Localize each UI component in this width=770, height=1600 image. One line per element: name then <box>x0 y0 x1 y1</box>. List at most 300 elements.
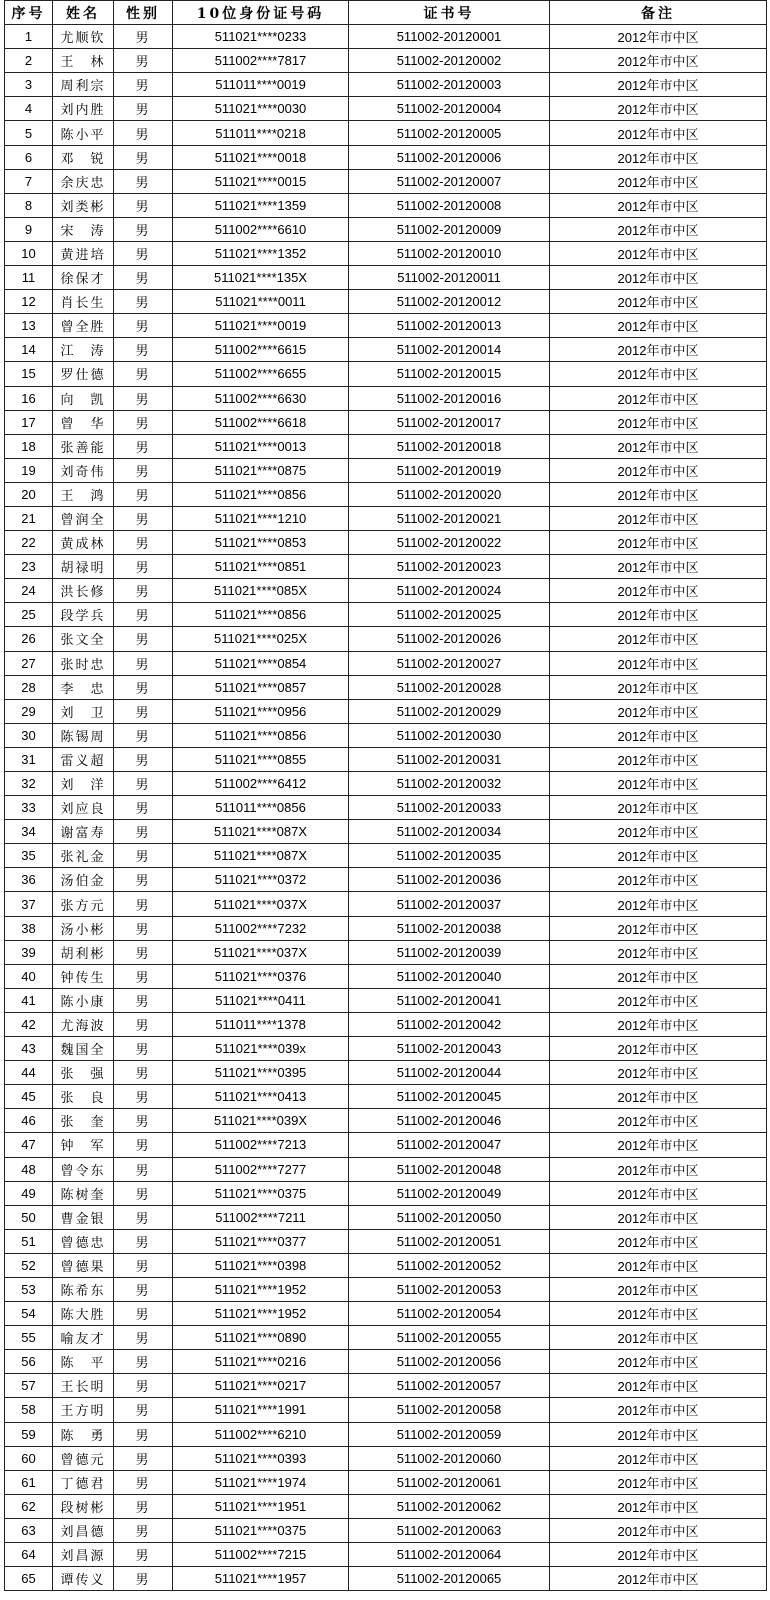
cell-no: 46 <box>5 1109 53 1133</box>
cell-name: 陈小康 <box>53 988 114 1012</box>
table-row <box>5 386 767 410</box>
cell-certificate-number: 511002-20120002 <box>349 49 550 73</box>
header-no: 序号 <box>5 1 53 25</box>
cell-note: 2012年市中区 <box>550 193 767 217</box>
cell-certificate-number: 511002-20120030 <box>349 723 550 747</box>
cell-sex: 男 <box>114 1494 173 1518</box>
cell-id-number: 511021****0216 <box>173 1350 349 1374</box>
cell-name: 张方元 <box>53 892 114 916</box>
cell-id-number: 511002****6610 <box>173 217 349 241</box>
cell-id-number: 511021****1991 <box>173 1398 349 1422</box>
cell-id-number: 511021****0855 <box>173 747 349 771</box>
cell-no: 2 <box>5 49 53 73</box>
cell-sex: 男 <box>114 1205 173 1229</box>
cell-sex: 男 <box>114 1061 173 1085</box>
cell-no: 7 <box>5 169 53 193</box>
cell-sex: 男 <box>114 1567 173 1591</box>
cell-sex: 男 <box>114 844 173 868</box>
cell-no: 53 <box>5 1277 53 1301</box>
cell-name: 江 涛 <box>53 338 114 362</box>
header-id: 10位身份证号码 <box>173 1 349 25</box>
cell-note: 2012年市中区 <box>550 1494 767 1518</box>
cell-no: 65 <box>5 1567 53 1591</box>
cell-no: 45 <box>5 1085 53 1109</box>
cell-note: 2012年市中区 <box>550 675 767 699</box>
table-row <box>5 1543 767 1567</box>
cell-certificate-number: 511002-20120027 <box>349 651 550 675</box>
cell-note: 2012年市中区 <box>550 844 767 868</box>
cell-name: 陈树奎 <box>53 1181 114 1205</box>
cell-sex: 男 <box>114 651 173 675</box>
cell-name: 钟 军 <box>53 1133 114 1157</box>
cell-id-number: 511021****0030 <box>173 97 349 121</box>
cell-certificate-number: 511002-20120046 <box>349 1109 550 1133</box>
table-row <box>5 1374 767 1398</box>
cell-note: 2012年市中区 <box>550 1350 767 1374</box>
table-row <box>5 796 767 820</box>
table-row <box>5 1181 767 1205</box>
cell-certificate-number: 511002-20120028 <box>349 675 550 699</box>
cell-note: 2012年市中区 <box>550 555 767 579</box>
cell-sex: 男 <box>114 1470 173 1494</box>
cell-note: 2012年市中区 <box>550 1157 767 1181</box>
table-row <box>5 1398 767 1422</box>
cell-certificate-number: 511002-20120012 <box>349 290 550 314</box>
table-body <box>5 25 767 1591</box>
cell-name: 徐保才 <box>53 266 114 290</box>
cell-certificate-number: 511002-20120022 <box>349 531 550 555</box>
cell-id-number: 511021****0377 <box>173 1229 349 1253</box>
table-row <box>5 892 767 916</box>
cell-no: 51 <box>5 1229 53 1253</box>
table-row <box>5 1494 767 1518</box>
cell-no: 8 <box>5 193 53 217</box>
cell-note: 2012年市中区 <box>550 434 767 458</box>
cell-name: 谢富寿 <box>53 820 114 844</box>
cell-no: 22 <box>5 531 53 555</box>
cell-name: 曾 华 <box>53 410 114 434</box>
cell-name: 汤小彬 <box>53 916 114 940</box>
cell-sex: 男 <box>114 1229 173 1253</box>
header-name: 姓名 <box>53 1 114 25</box>
cell-no: 33 <box>5 796 53 820</box>
cell-name: 张礼金 <box>53 844 114 868</box>
cell-sex: 男 <box>114 217 173 241</box>
cell-id-number: 511002****6655 <box>173 362 349 386</box>
cell-sex: 男 <box>114 916 173 940</box>
cell-name: 黄进培 <box>53 241 114 265</box>
cell-name: 段树彬 <box>53 1494 114 1518</box>
cell-id-number: 511002****6210 <box>173 1422 349 1446</box>
cell-id-number: 511021****1952 <box>173 1277 349 1301</box>
table-row <box>5 820 767 844</box>
cell-certificate-number: 511002-20120041 <box>349 988 550 1012</box>
cell-certificate-number: 511002-20120037 <box>349 892 550 916</box>
cell-certificate-number: 511002-20120054 <box>349 1302 550 1326</box>
table-row <box>5 1157 767 1181</box>
table-row <box>5 1277 767 1301</box>
cell-note: 2012年市中区 <box>550 1133 767 1157</box>
cell-sex: 男 <box>114 1302 173 1326</box>
cell-certificate-number: 511002-20120013 <box>349 314 550 338</box>
cell-note: 2012年市中区 <box>550 1037 767 1061</box>
cell-name: 胡禄明 <box>53 555 114 579</box>
cell-id-number: 511021****0875 <box>173 458 349 482</box>
table-row <box>5 73 767 97</box>
cell-no: 32 <box>5 772 53 796</box>
cell-note: 2012年市中区 <box>550 338 767 362</box>
cell-no: 6 <box>5 145 53 169</box>
cell-sex: 男 <box>114 169 173 193</box>
cell-no: 12 <box>5 290 53 314</box>
cell-no: 40 <box>5 964 53 988</box>
cell-id-number: 511021****0233 <box>173 25 349 49</box>
cell-sex: 男 <box>114 1181 173 1205</box>
cell-certificate-number: 511002-20120044 <box>349 1061 550 1085</box>
table-row <box>5 988 767 1012</box>
cell-note: 2012年市中区 <box>550 940 767 964</box>
table-row <box>5 699 767 723</box>
cell-id-number: 511021****0376 <box>173 964 349 988</box>
cell-note: 2012年市中区 <box>550 314 767 338</box>
cell-sex: 男 <box>114 603 173 627</box>
cell-id-number: 511021****039x <box>173 1037 349 1061</box>
cell-name: 钟传生 <box>53 964 114 988</box>
table-row <box>5 1133 767 1157</box>
table-row <box>5 1422 767 1446</box>
cell-sex: 男 <box>114 266 173 290</box>
cell-sex: 男 <box>114 699 173 723</box>
cell-sex: 男 <box>114 145 173 169</box>
cell-sex: 男 <box>114 25 173 49</box>
cell-no: 24 <box>5 579 53 603</box>
cell-certificate-number: 511002-20120008 <box>349 193 550 217</box>
cell-name: 尤海波 <box>53 1012 114 1036</box>
cell-id-number: 511011****0218 <box>173 121 349 145</box>
cell-no: 13 <box>5 314 53 338</box>
cell-id-number: 511011****0019 <box>173 73 349 97</box>
cell-id-number: 511021****0956 <box>173 699 349 723</box>
cell-note: 2012年市中区 <box>550 1205 767 1229</box>
cell-certificate-number: 511002-20120063 <box>349 1518 550 1542</box>
table-row <box>5 266 767 290</box>
cell-certificate-number: 511002-20120062 <box>349 1494 550 1518</box>
cell-id-number: 511021****1957 <box>173 1567 349 1591</box>
table-row <box>5 651 767 675</box>
cell-note: 2012年市中区 <box>550 506 767 530</box>
cell-name: 曾全胜 <box>53 314 114 338</box>
cell-note: 2012年市中区 <box>550 217 767 241</box>
cell-name: 胡利彬 <box>53 940 114 964</box>
cell-note: 2012年市中区 <box>550 290 767 314</box>
table-row <box>5 1012 767 1036</box>
cell-sex: 男 <box>114 1109 173 1133</box>
table-row <box>5 362 767 386</box>
table-row <box>5 1446 767 1470</box>
cell-no: 49 <box>5 1181 53 1205</box>
cell-id-number: 511021****0856 <box>173 723 349 747</box>
header-row <box>5 1 767 25</box>
table-row <box>5 1518 767 1542</box>
cell-note: 2012年市中区 <box>550 1302 767 1326</box>
table-row <box>5 868 767 892</box>
cell-sex: 男 <box>114 73 173 97</box>
cell-no: 64 <box>5 1543 53 1567</box>
cell-id-number: 511021****0857 <box>173 675 349 699</box>
cell-name: 张文全 <box>53 627 114 651</box>
table-row <box>5 25 767 49</box>
cell-no: 48 <box>5 1157 53 1181</box>
cell-name: 余庆忠 <box>53 169 114 193</box>
cell-sex: 男 <box>114 193 173 217</box>
cell-name: 向 凯 <box>53 386 114 410</box>
cell-sex: 男 <box>114 1037 173 1061</box>
cell-note: 2012年市中区 <box>550 1326 767 1350</box>
cell-name: 曾润全 <box>53 506 114 530</box>
cell-sex: 男 <box>114 1518 173 1542</box>
cell-sex: 男 <box>114 820 173 844</box>
cell-note: 2012年市中区 <box>550 772 767 796</box>
cell-sex: 男 <box>114 290 173 314</box>
cell-note: 2012年市中区 <box>550 121 767 145</box>
cell-certificate-number: 511002-20120052 <box>349 1253 550 1277</box>
cell-id-number: 511021****1974 <box>173 1470 349 1494</box>
cell-id-number: 511021****0398 <box>173 1253 349 1277</box>
cell-sex: 男 <box>114 988 173 1012</box>
table-row <box>5 506 767 530</box>
cell-name: 段学兵 <box>53 603 114 627</box>
cell-certificate-number: 511002-20120010 <box>349 241 550 265</box>
cell-sex: 男 <box>114 482 173 506</box>
table-row <box>5 627 767 651</box>
cell-id-number: 511021****1210 <box>173 506 349 530</box>
cell-sex: 男 <box>114 410 173 434</box>
cell-no: 25 <box>5 603 53 627</box>
cell-note: 2012年市中区 <box>550 651 767 675</box>
cell-name: 陈 平 <box>53 1350 114 1374</box>
cell-sex: 男 <box>114 362 173 386</box>
table-row <box>5 1061 767 1085</box>
cell-name: 曹金银 <box>53 1205 114 1229</box>
cell-note: 2012年市中区 <box>550 1229 767 1253</box>
cell-name: 刘 洋 <box>53 772 114 796</box>
cell-sex: 男 <box>114 1446 173 1470</box>
cell-name: 陈大胜 <box>53 1302 114 1326</box>
header-sex: 性别 <box>114 1 173 25</box>
cell-id-number: 511021****087X <box>173 844 349 868</box>
cell-name: 洪长修 <box>53 579 114 603</box>
cell-name: 陈小平 <box>53 121 114 145</box>
cell-no: 21 <box>5 506 53 530</box>
cell-certificate-number: 511002-20120003 <box>349 73 550 97</box>
cell-no: 10 <box>5 241 53 265</box>
cell-no: 35 <box>5 844 53 868</box>
cell-certificate-number: 511002-20120055 <box>349 1326 550 1350</box>
cell-sex: 男 <box>114 506 173 530</box>
cell-id-number: 511011****1378 <box>173 1012 349 1036</box>
cell-certificate-number: 511002-20120021 <box>349 506 550 530</box>
cell-no: 57 <box>5 1374 53 1398</box>
table-row <box>5 723 767 747</box>
table-row <box>5 1567 767 1591</box>
cell-name: 喻友才 <box>53 1326 114 1350</box>
cell-id-number: 511021****0853 <box>173 531 349 555</box>
cell-name: 刘类彬 <box>53 193 114 217</box>
cell-certificate-number: 511002-20120019 <box>349 458 550 482</box>
cell-certificate-number: 511002-20120051 <box>349 1229 550 1253</box>
cell-note: 2012年市中区 <box>550 458 767 482</box>
cell-name: 刘昌德 <box>53 1518 114 1542</box>
cell-note: 2012年市中区 <box>550 1446 767 1470</box>
table-row <box>5 531 767 555</box>
cell-note: 2012年市中区 <box>550 1277 767 1301</box>
cell-sex: 男 <box>114 314 173 338</box>
table-row <box>5 241 767 265</box>
cell-sex: 男 <box>114 434 173 458</box>
cell-name: 宋 涛 <box>53 217 114 241</box>
cell-sex: 男 <box>114 241 173 265</box>
cell-name: 曾德果 <box>53 1253 114 1277</box>
cell-no: 55 <box>5 1326 53 1350</box>
cell-no: 43 <box>5 1037 53 1061</box>
cell-no: 44 <box>5 1061 53 1085</box>
cell-note: 2012年市中区 <box>550 1470 767 1494</box>
cell-sex: 男 <box>114 675 173 699</box>
cell-name: 张时忠 <box>53 651 114 675</box>
cell-no: 29 <box>5 699 53 723</box>
cell-id-number: 511021****1359 <box>173 193 349 217</box>
cell-no: 37 <box>5 892 53 916</box>
cell-note: 2012年市中区 <box>550 1374 767 1398</box>
cell-id-number: 511021****087X <box>173 820 349 844</box>
cell-no: 14 <box>5 338 53 362</box>
cell-name: 黄成林 <box>53 531 114 555</box>
cell-id-number: 511021****135X <box>173 266 349 290</box>
cell-id-number: 511021****1951 <box>173 1494 349 1518</box>
table-row <box>5 940 767 964</box>
cell-name: 雷义超 <box>53 747 114 771</box>
cell-note: 2012年市中区 <box>550 1543 767 1567</box>
cell-no: 16 <box>5 386 53 410</box>
cell-no: 3 <box>5 73 53 97</box>
cell-id-number: 511021****0015 <box>173 169 349 193</box>
roster-table <box>4 0 767 1591</box>
cell-note: 2012年市中区 <box>550 723 767 747</box>
cell-sex: 男 <box>114 747 173 771</box>
cell-note: 2012年市中区 <box>550 892 767 916</box>
cell-note: 2012年市中区 <box>550 97 767 121</box>
cell-id-number: 511011****0856 <box>173 796 349 820</box>
cell-name: 刘昌源 <box>53 1543 114 1567</box>
cell-id-number: 511021****037X <box>173 940 349 964</box>
cell-id-number: 511021****0856 <box>173 482 349 506</box>
cell-certificate-number: 511002-20120058 <box>349 1398 550 1422</box>
table-row <box>5 1302 767 1326</box>
cell-certificate-number: 511002-20120016 <box>349 386 550 410</box>
cell-note: 2012年市中区 <box>550 796 767 820</box>
cell-note: 2012年市中区 <box>550 49 767 73</box>
cell-sex: 男 <box>114 1422 173 1446</box>
cell-note: 2012年市中区 <box>550 627 767 651</box>
cell-id-number: 511002****6412 <box>173 772 349 796</box>
header-note: 备注 <box>550 1 767 25</box>
cell-certificate-number: 511002-20120034 <box>349 820 550 844</box>
cell-id-number: 511021****0217 <box>173 1374 349 1398</box>
table-row <box>5 916 767 940</box>
cell-certificate-number: 511002-20120047 <box>349 1133 550 1157</box>
cell-id-number: 511002****7213 <box>173 1133 349 1157</box>
cell-id-number: 511021****0019 <box>173 314 349 338</box>
cell-no: 38 <box>5 916 53 940</box>
cell-name: 王方明 <box>53 1398 114 1422</box>
cell-id-number: 511021****0375 <box>173 1181 349 1205</box>
cell-id-number: 511021****085X <box>173 579 349 603</box>
cell-certificate-number: 511002-20120029 <box>349 699 550 723</box>
cell-certificate-number: 511002-20120061 <box>349 1470 550 1494</box>
cell-name: 曾德忠 <box>53 1229 114 1253</box>
cell-sex: 男 <box>114 1350 173 1374</box>
cell-certificate-number: 511002-20120006 <box>349 145 550 169</box>
table-row <box>5 145 767 169</box>
cell-name: 罗仕德 <box>53 362 114 386</box>
cell-sex: 男 <box>114 772 173 796</box>
cell-no: 42 <box>5 1012 53 1036</box>
cell-certificate-number: 511002-20120048 <box>349 1157 550 1181</box>
cell-note: 2012年市中区 <box>550 1012 767 1036</box>
cell-sex: 男 <box>114 892 173 916</box>
cell-no: 36 <box>5 868 53 892</box>
cell-name: 刘奇伟 <box>53 458 114 482</box>
cell-certificate-number: 511002-20120042 <box>349 1012 550 1036</box>
cell-certificate-number: 511002-20120020 <box>349 482 550 506</box>
cell-sex: 男 <box>114 1398 173 1422</box>
cell-note: 2012年市中区 <box>550 1567 767 1591</box>
cell-certificate-number: 511002-20120065 <box>349 1567 550 1591</box>
cell-name: 曾令东 <box>53 1157 114 1181</box>
table-row <box>5 97 767 121</box>
cell-note: 2012年市中区 <box>550 1181 767 1205</box>
cell-name: 张 强 <box>53 1061 114 1085</box>
cell-note: 2012年市中区 <box>550 1085 767 1109</box>
table-row <box>5 1253 767 1277</box>
cell-certificate-number: 511002-20120009 <box>349 217 550 241</box>
table-row <box>5 844 767 868</box>
table-row <box>5 1326 767 1350</box>
cell-note: 2012年市中区 <box>550 169 767 193</box>
cell-certificate-number: 511002-20120031 <box>349 747 550 771</box>
cell-certificate-number: 511002-20120059 <box>349 1422 550 1446</box>
cell-no: 9 <box>5 217 53 241</box>
cell-certificate-number: 511002-20120064 <box>349 1543 550 1567</box>
cell-sex: 男 <box>114 1326 173 1350</box>
cell-sex: 男 <box>114 940 173 964</box>
cell-certificate-number: 511002-20120057 <box>349 1374 550 1398</box>
table-row <box>5 410 767 434</box>
cell-name: 张善能 <box>53 434 114 458</box>
table-row <box>5 1229 767 1253</box>
cell-id-number: 511021****0851 <box>173 555 349 579</box>
cell-certificate-number: 511002-20120005 <box>349 121 550 145</box>
cell-name: 王 鸿 <box>53 482 114 506</box>
cell-certificate-number: 511002-20120004 <box>349 97 550 121</box>
cell-id-number: 511002****7277 <box>173 1157 349 1181</box>
cell-certificate-number: 511002-20120015 <box>349 362 550 386</box>
cell-id-number: 511021****0393 <box>173 1446 349 1470</box>
cell-no: 11 <box>5 266 53 290</box>
cell-note: 2012年市中区 <box>550 1061 767 1085</box>
cell-id-number: 511021****0011 <box>173 290 349 314</box>
cell-no: 17 <box>5 410 53 434</box>
